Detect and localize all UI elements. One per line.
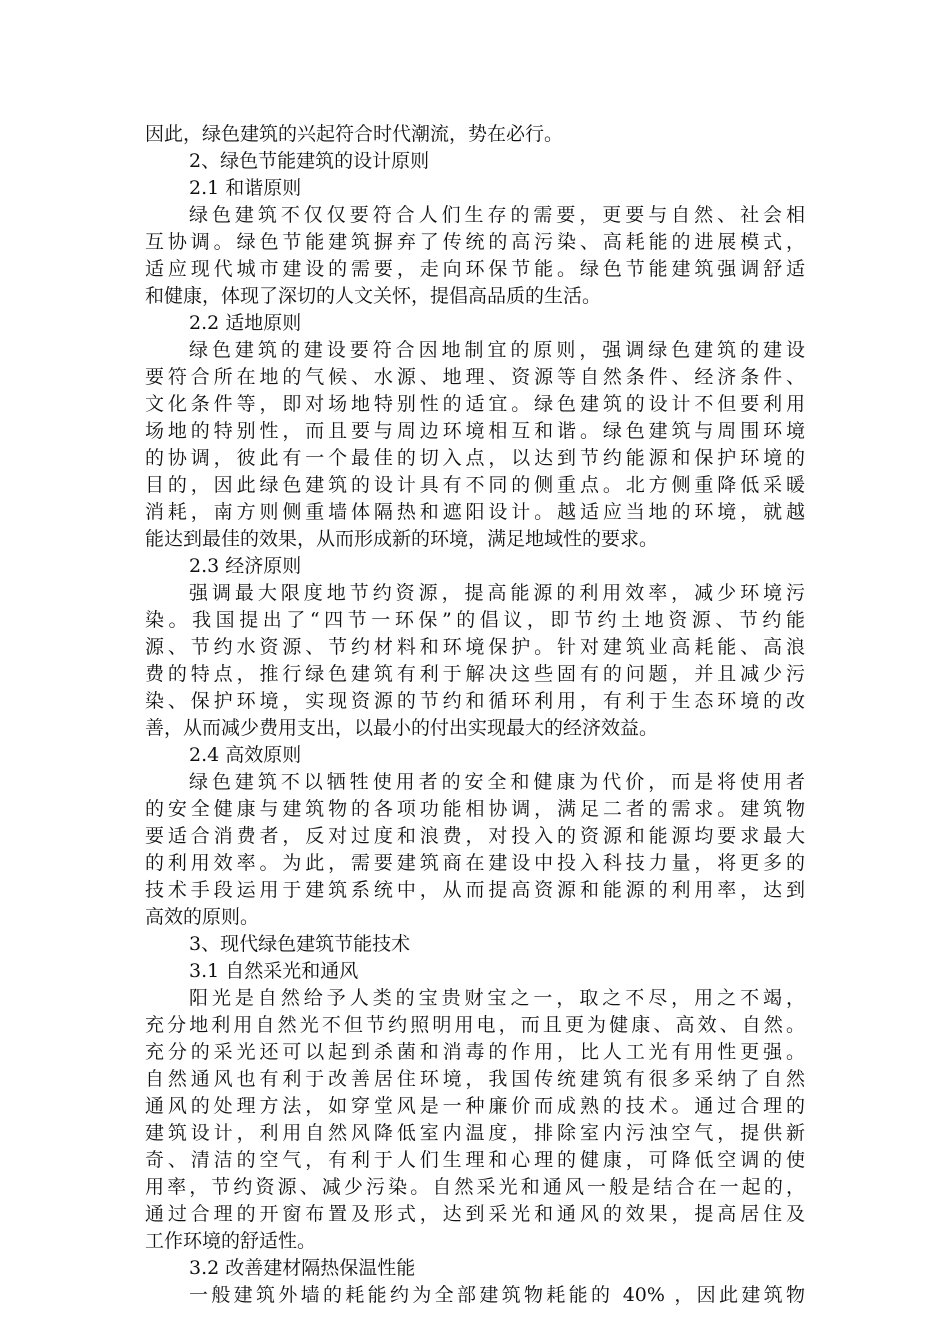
- text-line: 的利用效率。为此，需要建筑商在建设中投入科技力量，将更多的: [145, 852, 805, 874]
- text-line: 和健康，体现了深切的人文关怀，提倡高品质的生活。: [145, 285, 602, 307]
- text-line: 2.1 和谐原则: [189, 177, 302, 199]
- text-line: 消耗，南方则侧重墙体隔热和遮阳设计。越适应当地的环境，就越: [145, 501, 805, 523]
- text-line: 自然通风也有利于改善居住环境，我国传统建筑有很多采纳了自然: [145, 1068, 805, 1090]
- text-line: 3.2 改善建材隔热保温性能: [189, 1257, 416, 1279]
- text-line: 充分地利用自然光不但节约照明用电，而且更为健康、高效、自然。: [145, 1014, 805, 1036]
- text-line: 2.3 经济原则: [189, 555, 302, 577]
- text-line: 善，从而减少费用支出，以最小的付出实现最大的经济效益。: [145, 717, 659, 739]
- text-line: 要适合消费者，反对过度和浪费，对投入的资源和能源均要求最大: [145, 825, 805, 847]
- document-body: [145, 121, 805, 1309]
- text-line: 阳光是自然给予人类的宝贵财宝之一，取之不尽，用之不竭，: [189, 987, 805, 1009]
- text-line: 染、保护环境，实现资源的节约和循环利用，有利于生态环境的改: [145, 690, 805, 712]
- text-line: 绿色建筑不仅仅要符合人们生存的需要，更要与自然、社会相: [189, 204, 805, 226]
- text-line: 通风的处理方法，如穿堂风是一种廉价而成熟的技术。通过合理的: [145, 1095, 805, 1117]
- text-line: 因此，绿色建筑的兴起符合时代潮流，势在必行。: [145, 123, 564, 145]
- text-line: 建筑设计，利用自然风降低室内温度，排除室内污浊空气，提供新: [145, 1122, 805, 1144]
- text-line: 一般建筑外墙的耗能约为全部建筑物耗能的 40% ，因此建筑物: [189, 1284, 805, 1306]
- text-line: 互协调。绿色节能建筑摒弃了传统的高污染、高耗能的进展模式，: [145, 231, 805, 253]
- text-line: 2.2 适地原则: [189, 312, 302, 334]
- text-line: 绿色建筑不以牺牲使用者的安全和健康为代价，而是将使用者: [189, 771, 805, 793]
- text-line: 源、节约水资源、节约材料和环境保护。针对建筑业高耗能、高浪: [145, 636, 805, 658]
- text-line: 绿色建筑的建设要符合因地制宜的原则，强调绿色建筑的建设: [189, 339, 805, 361]
- text-line: 要符合所在地的气候、水源、地理、资源等自然条件、经济条件、: [145, 366, 805, 388]
- text-line: 适应现代城市建设的需要，走向环保节能。绿色节能建筑强调舒适: [145, 258, 805, 280]
- text-line: 的协调，彼此有一个最佳的切入点，以达到节约能源和保护环境的: [145, 447, 805, 469]
- text-line: 染。我国提出了“四节一环保”的倡议，即节约土地资源、节约能: [145, 609, 805, 631]
- text-line: 工作环境的舒适性。: [145, 1230, 317, 1252]
- text-line: 强调最大限度地节约资源，提高能源的利用效率，减少环境污: [189, 582, 805, 604]
- text-line: 目的，因此绿色建筑的设计具有不同的侧重点。北方侧重降低采暖: [145, 474, 805, 496]
- text-line: 3、现代绿色建筑节能技术: [189, 933, 411, 955]
- text-line: 能达到最佳的效果，从而形成新的环境，满足地域性的要求。: [145, 528, 659, 550]
- text-line: 2.4 高效原则: [189, 744, 302, 766]
- text-line: 文化条件等，即对场地特别性的适宜。绿色建筑的设计不但要利用: [145, 393, 805, 415]
- text-line: 费的特点，推行绿色建筑有利于解决这些固有的问题，并且减少污: [145, 663, 805, 685]
- text-line: 的安全健康与建筑物的各项功能相协调，满足二者的需求。建筑物: [145, 798, 805, 820]
- text-line: 2、绿色节能建筑的设计原则: [189, 150, 430, 172]
- text-line: 通过合理的开窗布置及形式，达到采光和通风的效果，提高居住及: [145, 1203, 805, 1225]
- text-line: 用率，节约资源、减少污染。自然采光和通风一般是结合在一起的，: [145, 1176, 805, 1198]
- text-line: 技术手段运用于建筑系统中，从而提高资源和能源的利用率，达到: [145, 879, 805, 901]
- text-line: 场地的特别性，而且要与周边环境相互和谐。绿色建筑与周围环境: [145, 420, 805, 442]
- text-line: 3.1 自然采光和通风: [189, 960, 359, 982]
- text-line: 奇、清洁的空气，有利于人们生理和心理的健康，可降低空调的使: [145, 1149, 805, 1171]
- text-line: 高效的原则。: [145, 906, 260, 928]
- text-line: 充分的采光还可以起到杀菌和消毒的作用，比人工光有用性更强。: [145, 1041, 805, 1063]
